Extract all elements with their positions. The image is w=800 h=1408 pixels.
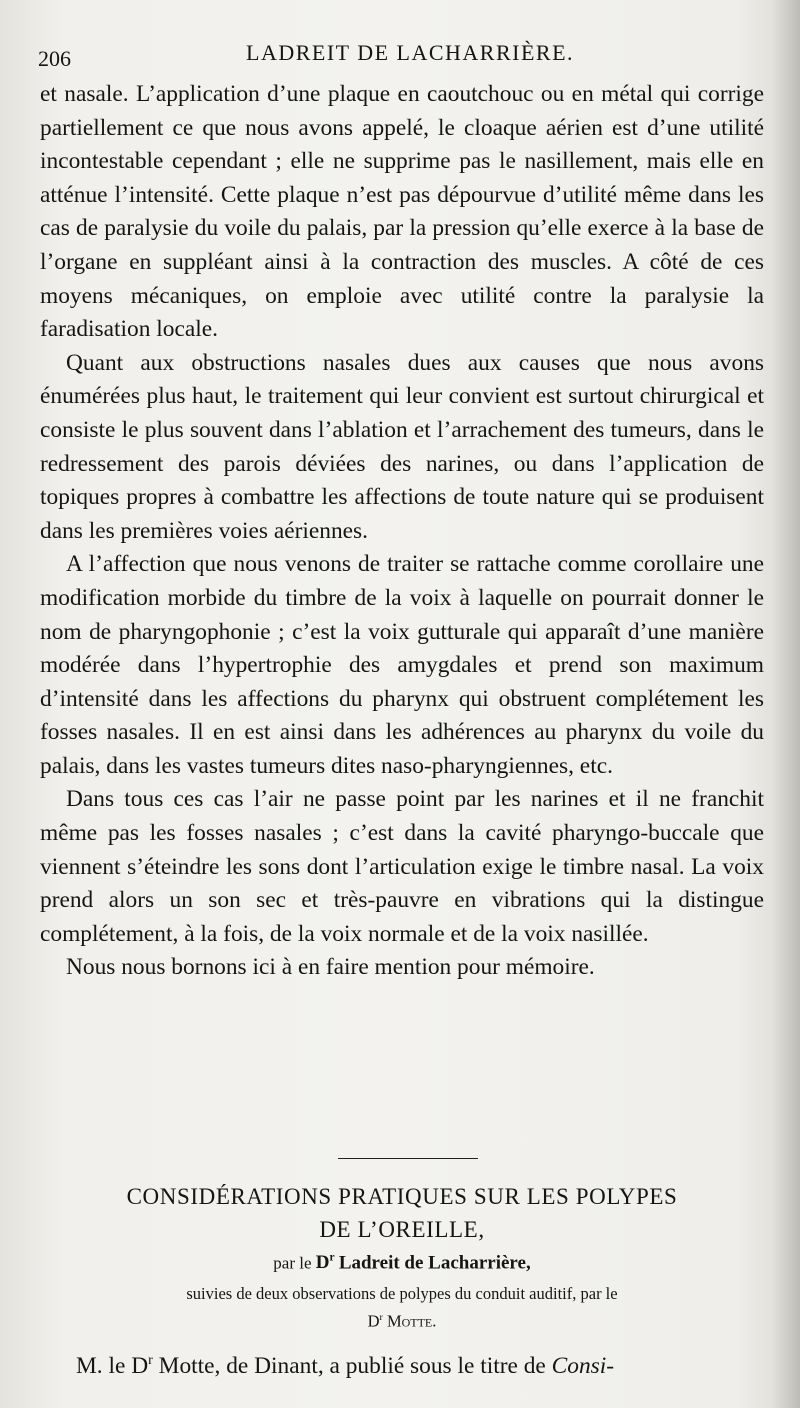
section-title	[40, 1180, 764, 1246]
section-title-line-2: DE L’OREILLE,	[319, 1217, 485, 1242]
page-number: 206	[38, 46, 71, 71]
paragraph-2: Quant aux obstructions nasales dues aux causes que nous avons énumérées plus haut, le traitement qui leur convient est surtout chirurgical et consiste le plus souvent dans l’ablation et l’arrachement des tumeurs, dans le redressement des parois déviées des narines, ou dans l’application de topiques propres à combattre les affections de toute nature qui se produisent dans les premières voies aériennes.	[40, 349, 764, 544]
byline	[40, 1252, 764, 1274]
subtitle-line-1: suivies de deux observations de polypes du conduit auditif, par le	[186, 1284, 618, 1303]
paragraph-5: Nous nous bornons ici à en faire mention pour mémoire.	[66, 954, 595, 981]
paragraph-1: et nasale. L’application d’une plaque en caoutchouc ou en métal qui corrige partiellement ce que nous avons appelé, le cloaque aérien est d’une utilité incontestable cependant ; elle ne supprime pas le nasillement, mais elle en atténue l’intensité. Cette plaque n’est pas dépourvue d’utilité même dans les cas de paralysie du voile du palais, par la pression qu’elle exerce à la base de l’organe en suppléant ainsi à la contraction des muscles. A côté de ces moyens mécaniques, on emploie avec utilité contre la paralysie la faradisation locale.	[40, 81, 764, 343]
byline-prefix: par le	[273, 1253, 312, 1273]
byline-dr: $D^r$	[315, 1252, 335, 1274]
running-header	[38, 40, 764, 72]
subtitle-note	[40, 1282, 764, 1334]
paragraph-3: A l’affection que nous venons de traiter se rattache comme corollaire une modification morbide du timbre de la voix à laquelle on pourrait donner le nom de pharyngophonie ; c’est la voix gutturale qui apparaît d’une manière modérée dans l’hypertrophie des amygdales et prend son maximum d’intensité dans les affections du pharynx qui obstruent complétement les fosses nasales. Il en est ainsi dans les adhérences au pharynx du voile du palais, dans les vastes tumeurs dites naso-pharyngiennes, etc.	[40, 551, 764, 779]
subtitle-line-2: $D^r$ Motte.	[367, 1311, 437, 1331]
section-title-line-1: CONSIDÉRATIONS PRATIQUES SUR LES POLYPES	[126, 1184, 678, 1209]
body-text	[40, 78, 764, 985]
section-separator-rule	[338, 1158, 478, 1159]
byline-author: Ladreit de Lacharrière,	[338, 1252, 531, 1274]
running-title: LADREIT DE LACHARRIÈRE.	[246, 40, 575, 65]
final-paragraph: M. le $D^r$ Motte, de Dinant, a publié sous le titre de Consi-	[76, 1352, 615, 1379]
paragraph-4: Dans tous ces cas l’air ne passe point par les narines et il ne franchit même pas les fosses nasales ; c’est dans la cavité pharyngo-buccale que viennent s’éteindre les sons dont l’articulation exige le timbre nasal. La voix prend alors un son sec et très-pauvre en vibrations qui la distingue complétement, à la fois, de la voix normale et de la voix nasillée.	[40, 786, 764, 947]
